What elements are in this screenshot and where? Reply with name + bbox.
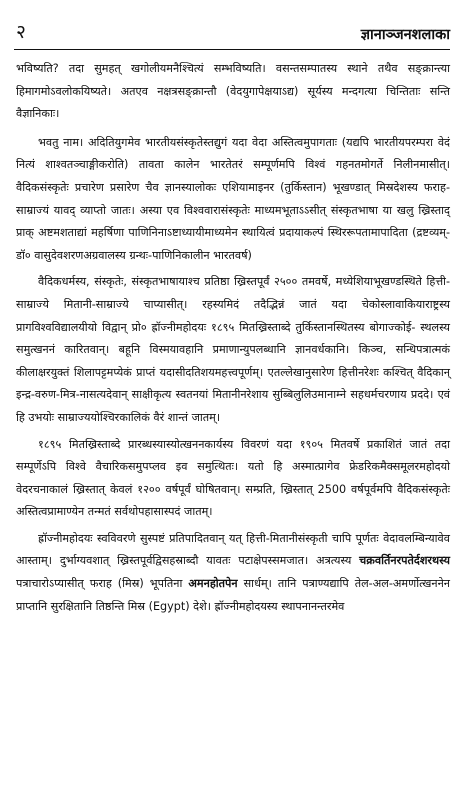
paragraph-5-text-before: ह्रॉज्नीमहोदयः स्वविवरणे सुस्पष्टं प्रतिपादितवान् यत् हित्ती-मितानीसंस्कृती चापि पूर्णतः वेदावलम्बिन्यावेव आस्ताम्। दुर्भाग्यवशात् ख्रिस्तपूर्वद्विसहस्राब्दौ यावतः पटाक्षेपस्समजात। अत्रत्यस्य [16,531,450,568]
paragraph-1: भविष्यति? तदा सुमहत् खगोलीयमनैश्चित्यं सम्भविष्यति। वसन्तसम्पातस्य स्थाने तथैव सङ्क्रान्त्या हिमागमोऽवलोकयिष्यते। अतएव नक्षत्रसङ्क्रान्तौ (वेदयुगापेक्षयाऽद्य) सूर्यस्य मन्दगत्या चिन्तिताः सन्ति वैज्ञानिकाः। [16,62,450,121]
paragraph-3: वैदिकधर्मस्य, संस्कृतेः, संस्कृतभाषायाश्च प्रतिष्ठा ख्रिस्तपूर्वं २५०० तमवर्षे, मध्येशियाभूखण्डस्थिते हित्ती-साम्राज्ये मितानी-साम्राज्ये चाप्यासीत्। रहस्यमिदं तदैद्भिन्नं जातं यदा चेकोस्लावाकियाराष्ट्रस्य प्रागविश्वविद्यालयीयो विद्वान् प्रो० ह्रॉज्नीमहोदयः १८९५ मितख्रिस्ताब्दे तुर्किस्तानस्थितस्य बोगाज्कोई- स्थलस्य समुत्खननं कारितवान्। बहूनि विस्मयावहानि प्रमाणान्युपलब्धानि ज्ञानवर्धकानि। किञ्च, सन्धिपत्रात्मकं कीलाक्षरयुक्तं शिलापट्टमप्येकं प्राप्तं यदासीदतिशयमहत्त्वपूर्णम्। एतल्लेखानुसारेण हित्तीनरेशः कश्चित् वैदिकान् इन्द्र-वरुण-मित्र-नासत्यदेवान् साक्षीकृत्य स्वतनयां मितानीनरेशाय सुब्बिलुलिउमानाम्ने सहधर्मचरणाय प्रददे। एवं हि उभयोः साम्राज्ययोश्चिरकालिकं वैरं शान्तं जातम्। [16,275,450,424]
paragraph-5-bold-term-1: चक्रवर्तिनरपतेर्दशरथस्य [359,554,450,568]
paragraph-5-bold-term-2: अमनहोतपेन [188,577,238,591]
paragraph-5-text-after: सार्धम्। तानि पत्राण्यद्यापि तेल-अल-अमर्णोत्खननेन प्राप्तानि सुरक्षितानि तिष्ठन्ति मिस्र (Egypt) देशे। ह्रॉज्नीमहोदयस्य स्थापनानन्तरमेव [16,577,451,613]
paragraph-5-text-middle: पत्राचारोऽप्यासीत् फराह (मिस्र) भूपतिना [16,577,189,591]
running-title: ज्ञानाञ्जनशलाका [360,27,450,43]
paragraph-5 [16,528,450,618]
page-header [16,18,450,44]
header-rule [14,49,450,50]
paragraph-2: भवतु नाम। अदितियुगमेव भारतीयसंस्कृतेस्तद्युगं यदा वेदा अस्तित्वमुपागताः (यद्यपि भारतीयपरम्परा वेदं नित्यं शाश्वतञ्चाङ्गीकरोति) तावता कालेन भारतेतरं सम्पूर्णमपि विश्वं गहनतमोगर्ते निलीनमासीत्। वैदिकसंस्कृतेः प्रचारेण प्रसारेण चैव ज्ञानस्यालोकः एशियामाइनर (तुर्किस्तान) भूखण्डात् मिस्रदेशस्य फराह-साम्राज्यं यावद् व्याप्तो जातः। अस्या एव विश्ववारासंस्कृतेः माध्यमभूताऽऽसीत् संस्कृतभाषा या खलु ख्रिस्ताद् प्राक् अष्टमशताद्यां महर्षिणा पाणिनिनाऽष्टाध्यायीमाध्यमेन स्थायित्वं प्रदायाकल्पं स्थिररूपतामापादिता (द्रष्टव्यम्-डॉ० वासुदेवशरणअग्रवालस्य ग्रन्थः-पाणिनिकालीन भारतवर्ष) [16,135,450,262]
paragraph-4: १८९५ मितख्रिस्ताब्दे प्रारब्धस्यास्योत्खननकार्यस्य विवरणं यदा १९०५ मितवर्षे प्रकाशितं जातं तदा सम्पूर्णेऽपि विश्वे वैचारिकसमुपप्लव इव समुत्थितः। यतो हि अस्मात्प्रागेव फ्रेडरिकमैक्समूलरमहोदयो वेदरचनाकालं ख्रिस्तात् केवलं १२०० वर्षपूर्वं घोषितवान्। सम्प्रति, ख्रिस्तात् 2500 वर्षपूर्वमपि वैदिकसंस्कृतेः अस्तित्वप्रामाण्येन तन्मतं सर्वथोपहासास्पदं जातम्। [16,437,450,519]
page-number: २ [16,21,26,43]
page-body [16,58,450,622]
